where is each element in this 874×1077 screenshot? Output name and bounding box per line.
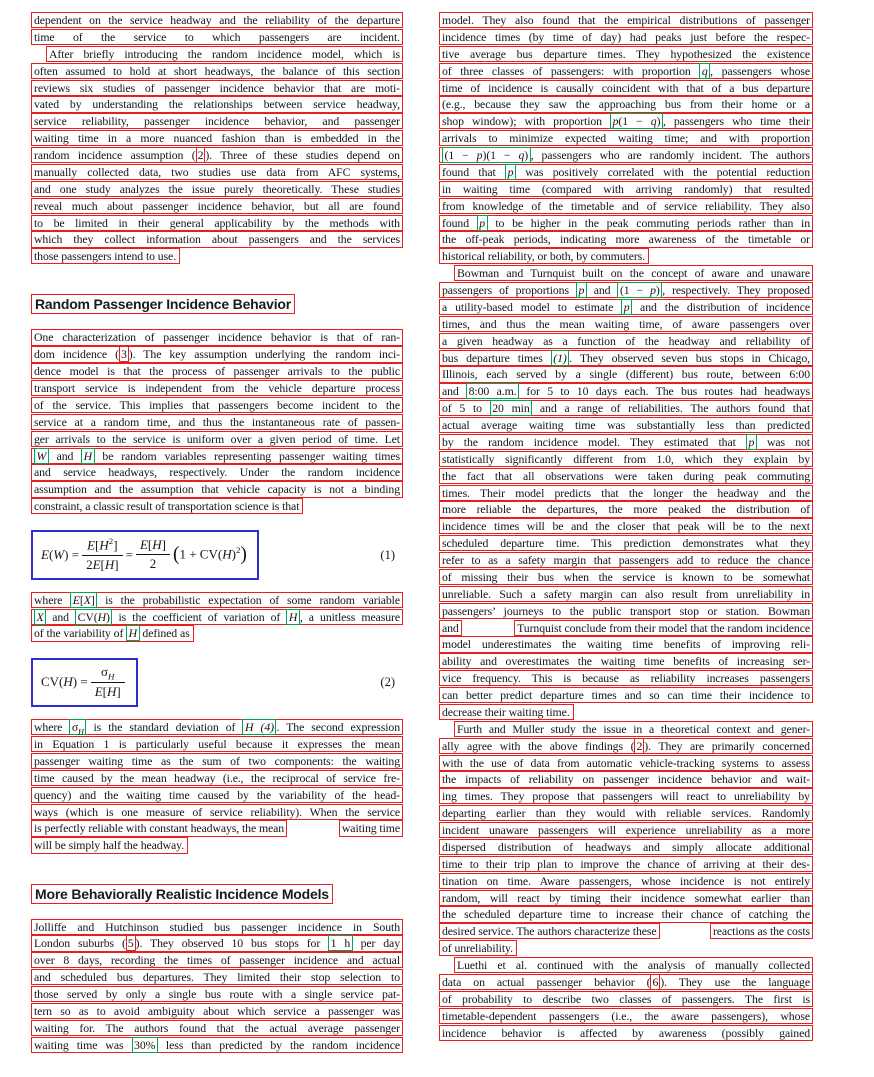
column-left [31,12,403,1077]
text-line: dom incidence ( 3 ). The key assumption underlying the random inci- [31,346,403,362]
text-line: refer to as a safety margin that passengers add to reduce the chance [439,552,813,568]
text-line: assumption and the assumption that vehicle capacity is not a binding [31,481,403,497]
text-line: which they collect information about passengers and the services [31,231,403,247]
highlight-token-box: E[X] [70,592,97,608]
text-line: from knowledge of the timetable and of service reliability. They also [439,198,813,214]
fraction-numerator: $E[H^2]$ [82,536,123,555]
text-line: statistically significantly different from 1.0, which they explain by [439,451,813,467]
text-line: timetable-dependent passengers (i.e., the aware passengers), whose [439,1008,813,1024]
text-line: Bowman and Turnquist built on the concept of aware and unaware [454,265,813,281]
text-line: shop window); with proportion p(1 − q) , passengers who time their [439,113,813,129]
equation-number: (2) [380,674,395,689]
text-line [439,923,813,939]
reference-number-box: 2 [636,738,643,753]
highlight-token-box: p(1 − q) [610,113,663,129]
text-line: bus departure times (1) . They observed seven bus stops in Chicago, [439,350,813,366]
highlight-token-box: H (4) [242,719,276,735]
text-line: model underestimates the waiting time benefits of improving reli- [439,636,813,652]
fraction-denominator: E[H] [94,684,121,700]
column-right [439,12,813,1077]
text-line: time of incidence is causally coincident with that of a bus departure [439,80,813,96]
highlight-token-box: $\sigma_H$ [69,719,86,735]
text-line: time of the service to which passengers are incident. [31,29,403,45]
text-line: (1 − p)(1 − q) , passengers who are randomly incident. The authors [439,147,813,163]
text-line: service reliability, passenger incidence behavior, and passenger [31,113,403,129]
text-line: where $\sigma_H$ is the standard deviation of H (4) . The second expression [31,719,403,735]
highlight-token-box: (1 − p)(1 − q) [442,147,531,163]
text-line: random, will react by timing their incidence somewhat earlier than [439,890,813,906]
text-line: scheduled departure time. This prediction demonstrates what they [439,535,813,551]
fraction-numerator: E[H] [136,537,170,555]
highlight-token-box: 30% [132,1037,158,1053]
text-line: reveal much about passenger incidence behavior, but all are found [31,198,403,214]
equation-2 [31,658,138,708]
text-line: where E[X] is the probabilistic expectation of some random variable [31,592,403,608]
text-line: and service headways, respectively. Under the random incidence [31,464,403,480]
text-line: times. Their model predicts that the longer the headway and the [439,485,813,501]
fraction-numerator: $\sigma_H$ [91,664,125,684]
text-line: in waiting time (compared with arriving randomly) that resulted [439,181,813,197]
text-line: waiting time was 30% less than predicted by the random incidence [31,1037,403,1053]
equation-term: = [125,546,133,562]
text-line: can better predict departure times and so can time their incidence to [439,687,813,703]
text-line: incident unaware passengers will experience unreliability as a more [439,822,813,838]
section-heading: More Behaviorally Realistic Incidence Models [31,884,333,904]
equation-1 [31,530,259,579]
highlight-token-box: W [34,448,49,464]
text-line: more reliable the departures, the more peaked the distribution of [439,501,813,517]
text-line: manually collected data, two studies use data from AFC systems, [31,164,403,180]
text-line: transport service is independent from the vehicle departure process [31,380,403,396]
text-line: times, and thus the mean waiting time, of aware passengers over [439,316,813,332]
text-line: London suburbs ( 5 ). They observed 10 bus stops for 1 h per day [31,935,403,951]
section-heading: Random Passenger Incidence Behavior [31,294,295,314]
text-line: of the service. This implies that passengers become incident to the [31,397,403,413]
text-line: dependent on the service headway and the reliability of the departure [31,12,403,28]
highlight-token-box: p [621,299,632,315]
highlight-token-box: (1) [551,350,569,366]
text-line: Illinois, each served by a single (different) bus route, between 6:00 [439,366,813,382]
text-line: a utility-based model to estimate p and the distribution of incidence [439,299,813,315]
highlight-token-box: H [81,448,94,464]
text-line: over 8 days, recording the times of passenger incidence and actual [31,952,403,968]
text-line: will be simply half the headway. [31,837,188,853]
reference-number-box: 2 [197,148,204,162]
text-line: found p to be higher in the peak commuting periods rather than in [439,215,813,231]
text-line: waiting for. The authors found that the actual average passenger [31,1020,403,1036]
text-line: of unreliability. [439,940,517,956]
text-line: constraint, a classic result of transportation science is that [31,498,303,514]
text-line: those passengers intend to use. [31,248,180,264]
text-line-segment: is perfectly reliable with constant headways, the mean [31,820,287,836]
text-line: incidence times (by time of day) had peaks just before the respec- [439,29,813,45]
highlight-token-box: H [126,625,139,641]
highlight-token-box: 8:00 a.m. [466,383,519,399]
equation-row [31,530,403,579]
highlight-token-box: CV(H) [75,609,112,625]
text-line: and scheduled bus departures. They limited their stop selection to [31,969,403,985]
text-line: tive average bus departure times. They hypothesized the existence [439,46,813,62]
equation-term: E(W) = [41,546,80,562]
equation-row [31,658,403,708]
text-line: random incidence assumption ( 2 ). Three of these studies depend on [31,147,403,163]
text-line: dence model is that the process of passenger arrivals to the public [31,363,403,379]
text-line: found that p was positively correlated with the potential reduction [439,164,813,180]
text-line: tern so as to avoid ambiguity about which service a passenger was [31,1003,403,1019]
text-line-segment: waiting time [339,820,403,836]
text-line: One characterization of passenger incidence behavior is that of ran- [31,329,403,345]
text-line-segment: and [439,620,462,636]
text-line: tination on time. Aware passengers, whose incidence is not entirely [439,873,813,889]
text-line: passengers of proportions p and (1 − p) , respectively. They proposed [439,282,813,298]
highlight-token-box: (1 − p) [617,282,662,298]
text-line: Luethi et al. continued with the analysis of manually collected [454,957,813,973]
text-line: to be limited in their general applicability by the methods with [31,215,403,231]
text-line: reviews six studies of passenger incidence behavior that are moti- [31,80,403,96]
text-line: vice frequency. This is because as reliability increases passengers [439,670,813,686]
text-line-segment: reactions as the costs [710,923,813,939]
text-line: data on actual passenger behavior ( 6 ). They use the language [439,974,813,990]
text-line: the impacts of reliability on passenger incidence behavior and wait- [439,771,813,787]
text-line: those served by only a single bus route with a single service pat- [31,986,403,1002]
text-line: of three classes of passengers: with proportion q , passengers whose [439,63,813,79]
text-line-segment: Turnquist conclude from their model that the random incidence [514,620,813,636]
text-line: waiting time in a more nuanced fashion than is embedded in the [31,130,403,146]
text-line: service at a random time, and thus the instantaneous rate of passen- [31,414,403,430]
parenthesized-term: $(1 + CV(H)^2)$ [172,543,247,565]
text-line: time to their trip plan to improve the chance of arriving at their des- [439,856,813,872]
text-line: ing times. They propose that passengers will react to unreliability by [439,788,813,804]
text-line: Jolliffe and Hutchinson studied bus passenger incidence in South [31,919,403,935]
highlight-token-box: p [746,434,757,450]
equation-term: CV(H) = [41,673,88,689]
reference-number-box: 3 [120,347,127,362]
text-line: the off-peak periods, indicating more awareness of the timetable or [439,231,813,247]
text-line: incidence times will be and the closer that peak will be to the next [439,518,813,534]
text-line: ger arrivals to the service is uniform over a given period of time. Let [31,431,403,447]
reference-number-box: 5 [127,936,134,951]
highlight-token-box: p [576,282,587,298]
text-line-segment: desired service. The authors characterize these [439,923,660,939]
text-line: incidence behavior is affected by awareness (possibly gained [439,1025,813,1041]
text-line: of the variability of H defined as [31,625,194,641]
text-line: After briefly introducing the random incidence model, which is [46,46,403,62]
fraction [136,537,170,572]
text-line: vated by understanding the relationships between service headway, [31,96,403,112]
text-line: ability and overestimates the waiting time benefits of increasing ser- [439,653,813,669]
text-line [439,620,813,636]
fraction [82,536,123,572]
text-line: quency) and the waiting time caused by the variability of the head- [31,787,403,803]
text-line: ally agree with the above findings ( 2 ). They are primarily concerned [439,738,813,754]
text-line: often assumed to hold at short headways, the balance of this section [31,63,403,79]
text-line: ways (which is one measure of service reliability). When the service [31,804,403,820]
text-line: of probability to describe two classes of passengers. The first is [439,991,813,1007]
highlight-token-box: p [505,164,516,180]
highlight-token-box: p [477,215,488,231]
fraction [91,664,125,701]
text-line: W and H be random variables representing passenger waiting times [31,448,403,464]
text-line: of 5 to 20 min and a range of reliabilities. The authors found that [439,400,813,416]
text-line: passenger waiting time as the sum of two components: the waiting [31,753,403,769]
text-line: departing earlier than they would with reliable services. Randomly [439,805,813,821]
text-line: and 8:00 a.m. for 5 to 10 days each. The bus routes had headways [439,383,813,399]
highlight-token-box: 20 min [490,400,532,416]
text-line: dispersed distribution of headways and simply allocate additional [439,839,813,855]
fraction-denominator: 2E[H] [86,556,119,572]
text-line: arrivals to minimize expected waiting time; and with proportion [439,130,813,146]
text-line: the fact that all observations were taken during peak commuting [439,468,813,484]
text-line: the scheduled departure time to increase their chance of catching the [439,906,813,922]
highlight-token-box: X [34,609,46,625]
reference-number-box: 6 [652,974,659,989]
text-line: of missing their bus when the service is known to be somewhat [439,569,813,585]
highlight-token-box: 1 h [328,935,353,951]
text-line: Furth and Muller study the issue in a theoretical context and gener- [454,721,813,737]
fraction-denominator: 2 [149,556,157,572]
text-line: a given headway as a function of the headway and reliability of [439,333,813,349]
equation-number: (1) [380,547,395,562]
text-line: (e.g., because they saw the approaching bus from their home or a [439,96,813,112]
text-line: X and CV(H) is the coefficient of variation of H , a unitless measure [31,609,403,625]
highlight-token-box: H [286,609,299,625]
text-line: in Equation 1 is particularly useful because it expresses the mean [31,736,403,752]
text-line: decrease their waiting time. [439,704,574,720]
text-line [31,820,403,836]
highlight-token-box: q [699,63,710,79]
text-line: time caused by the mean headway (i.e., the reciprocal of service fre- [31,770,403,786]
text-line: actual average waiting time was substantially less than predicted [439,417,813,433]
text-line: and one study analyzes the issue purely theoretically. These studies [31,181,403,197]
text-line: by the random incidence model. They estimated that p was not [439,434,813,450]
text-line: model. They also found that the empirical distributions of passenger [439,12,813,28]
text-line: with the use of data from automatic vehicle-tracking systems to assess [439,755,813,771]
text-line: historical reliability, or both, by commuters. [439,248,649,264]
text-line: passengers’ journeys to the public transport stop or station. Bowman [439,603,813,619]
text-line: unreliable. Such a safety margin can also result from unreliability in [439,586,813,602]
